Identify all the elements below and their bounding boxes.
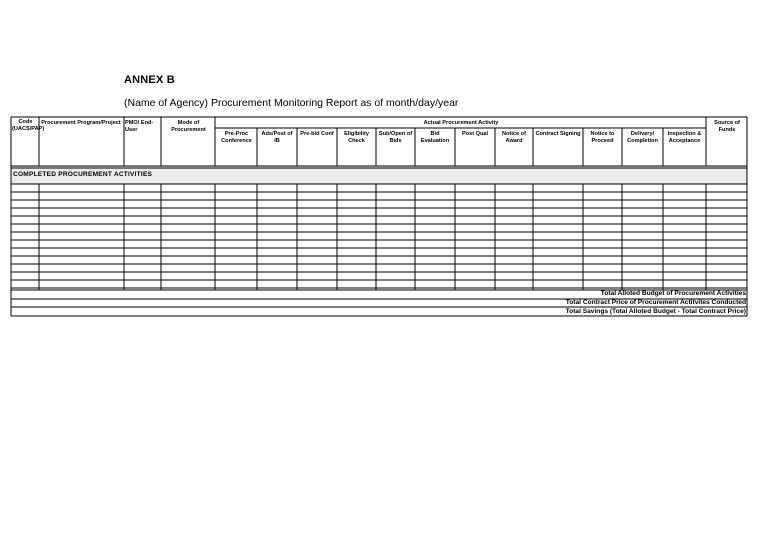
annex-title: ANNEX B — [124, 74, 175, 86]
total-contract-label: Total Contract Price of Procurement Actitvites Conducted — [565, 299, 746, 306]
header-pmo: PMO/ End-User — [125, 120, 154, 133]
header-code: Code (UACS/PAP) — [12, 119, 45, 132]
total-savings-label: Total Savings (Total Alloted Budget - Total Contract Price) — [565, 308, 746, 315]
header-activity: Bid Evaluation — [420, 131, 450, 144]
header-activity: Notice of Award — [502, 131, 526, 144]
header-activity: Post Qual — [461, 131, 489, 137]
header-activity: Delivery/ Completion — [627, 131, 658, 144]
section-label: COMPLETED PROCUREMENT ACTIVITIES — [13, 171, 153, 178]
total-budget-label: Total Alloted Budget of Procurement Activities — [600, 290, 746, 297]
header-activity: Inspection & Acceptance — [667, 131, 702, 144]
report-title: (Name of Agency) Procurement Monitoring Report as of month/day/year — [124, 97, 459, 109]
header-activity: Sub/Open of Bids — [378, 131, 413, 144]
header-activity: Ads/Post of IB — [261, 131, 293, 144]
header-activity: Pre-bid Conf — [300, 131, 334, 137]
header-program: Procurement Program/Project — [41, 120, 121, 126]
header-activity: Notice to Proceed — [590, 131, 615, 144]
header-source: Source of Funds — [714, 120, 740, 133]
header-activity: Eligibility Check — [344, 131, 369, 144]
header-activity: Contract Signing — [535, 131, 581, 137]
header-actual: Actual Procurement Activity — [423, 120, 499, 126]
header-activity: Pre-Proc Conference — [221, 131, 252, 144]
header-mode: Mode of Procurement — [171, 120, 206, 133]
